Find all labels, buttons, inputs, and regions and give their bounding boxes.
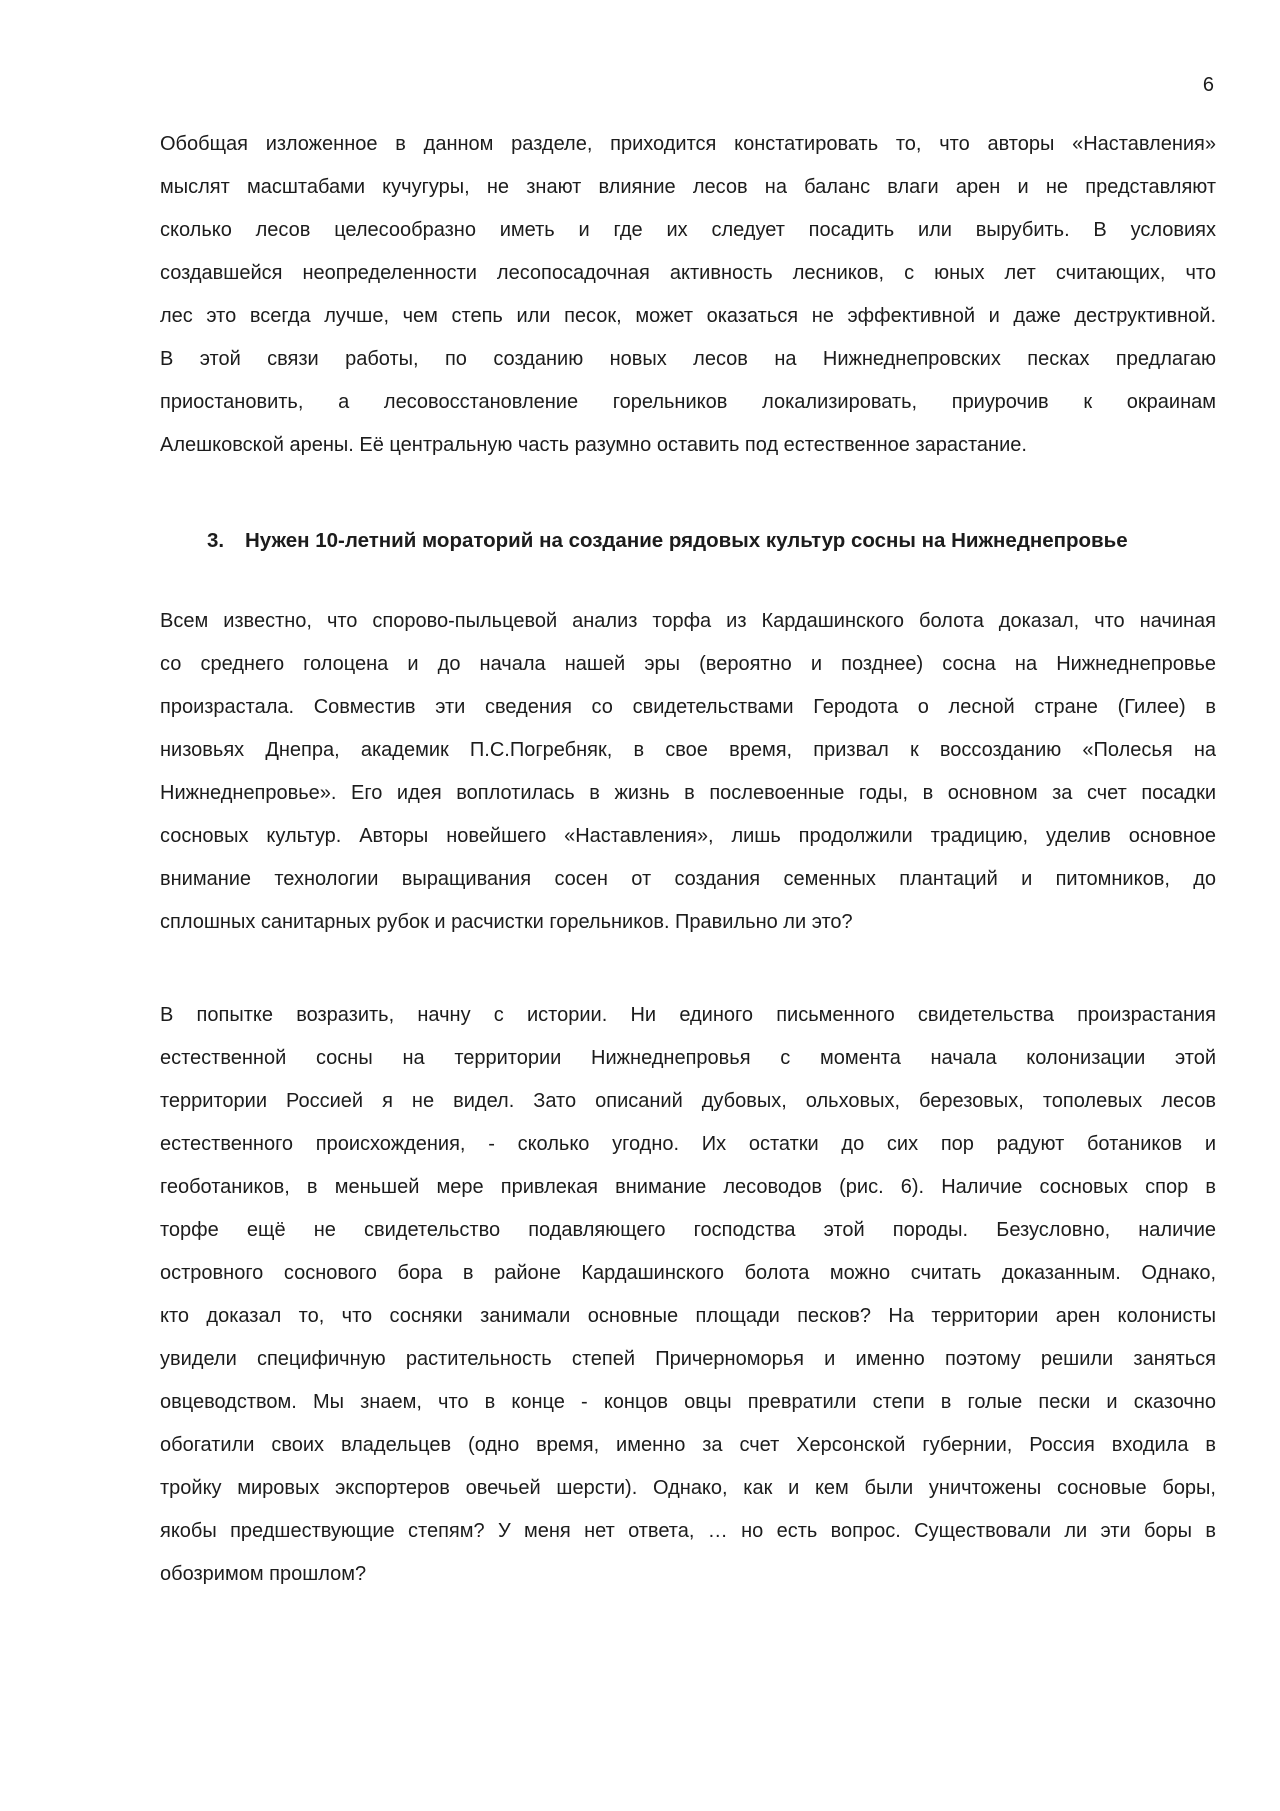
paragraph-3	[160, 994, 1216, 1596]
text-line: приостановить, а лесовосстановление горельников локализировать, приурочив к окраинам	[160, 391, 1216, 413]
text-line: со среднего голоцена и до начала нашей эры (вероятно и позднее) сосна на Нижнеднепровье	[160, 653, 1216, 675]
text-line: мыслят масштабами кучугуры, не знают влияние лесов на баланс влаги арен и не представляют	[160, 176, 1216, 198]
text-line: В попытке возразить, начну с истории. Ни единого письменного свидетельства произрастания	[160, 1004, 1216, 1026]
text-line: Обобщая изложенное в данном разделе, приходится констатировать то, что авторы «Наставления»	[160, 133, 1216, 155]
text-line: сплошных санитарных рубок и расчистки горельников. Правильно ли это?	[160, 911, 853, 933]
page-number: 6	[1202, 74, 1214, 96]
section-number: 3.	[207, 529, 225, 552]
text-line: низовьях Днепра, академик П.С.Погребняк, в свое время, призвал к воссозданию «Полесья на	[160, 739, 1216, 761]
paragraph-1	[160, 123, 1216, 467]
text-line: якобы предшествующие степям? У меня нет ответа, … но есть вопрос. Существовали ли эти боры в	[160, 1520, 1216, 1542]
text-line: геоботаников, в меньшей мере привлекая внимание лесоводов (рис. 6). Наличие сосновых спор в	[160, 1176, 1216, 1198]
text-line: Всем известно, что спорово-пыльцевой анализ торфа из Кардашинского болота доказал, что начиная	[160, 610, 1216, 632]
text-line: обозримом прошлом?	[160, 1563, 367, 1585]
text-line: овцеводством. Мы знаем, что в конце - концов овцы превратили степи в голые пески и сказочно	[160, 1391, 1216, 1413]
text-line: произрастала. Совместив эти сведения со свидетельствами Геродота о лесной стране (Гилее) в	[160, 696, 1216, 718]
text-line: увидели специфичную растительность степей Причерноморья и именно поэтому решили заняться	[160, 1348, 1216, 1370]
text-line: территории Россией я не видел. Зато описаний дубовых, ольховых, березовых, тополевых лесов	[160, 1090, 1216, 1112]
text-line: кто доказал то, что сосняки занимали основные площади песков? На территории арен колонисты	[160, 1305, 1216, 1327]
text-line: обогатили своих владельцев (одно время, именно за счет Херсонской губернии, Россия входила в	[160, 1434, 1216, 1456]
text-line: внимание технологии выращивания сосен от создания семенных плантаций и питомников, до	[160, 868, 1216, 890]
text-line: сосновых культур. Авторы новейшего «Наставления», лишь продолжили традицию, уделив основное	[160, 825, 1216, 847]
text-line: В этой связи работы, по созданию новых лесов на Нижнеднепровских песках предлагаю	[160, 348, 1216, 370]
text-line: тройку мировых экспортеров овечьей шерсти). Однако, как и кем были уничтожены сосновые боры,	[160, 1477, 1216, 1499]
text-line: естественной сосны на территории Нижнеднепровья с момента начала колонизации этой	[160, 1047, 1216, 1069]
text-line: торфе ещё не свидетельство подавляющего господства этой породы. Безусловно, наличие	[160, 1219, 1216, 1241]
section-title: Нужен 10-летний мораторий на создание рядовых культур сосны на Нижнеднепровье	[245, 529, 1128, 552]
text-line: лес это всегда лучше, чем степь или песок, может оказаться не эффективной и даже деструктивной.	[160, 305, 1216, 327]
page-content	[160, 0, 1216, 1596]
text-line: Нижнеднепровье». Его идея воплотилась в жизнь в послевоенные годы, в основном за счет посадки	[160, 782, 1216, 804]
section-heading	[160, 519, 1216, 562]
text-line: сколько лесов целесообразно иметь и где их следует посадить или вырубить. В условиях	[160, 219, 1216, 241]
text-line: создавшейся неопределенности лесопосадочная активность лесников, с юных лет считающих, что	[160, 262, 1216, 284]
text-line: Алешковской арены. Её центральную часть разумно оставить под естественное зарастание.	[160, 434, 1027, 456]
text-line: островного соснового бора в районе Кардашинского болота можно считать доказанным. Однако,	[160, 1262, 1216, 1284]
paragraph-2	[160, 600, 1216, 944]
text-line: естественного происхождения, - сколько угодно. Их остатки до сих пор радуют ботаников и	[160, 1133, 1216, 1155]
